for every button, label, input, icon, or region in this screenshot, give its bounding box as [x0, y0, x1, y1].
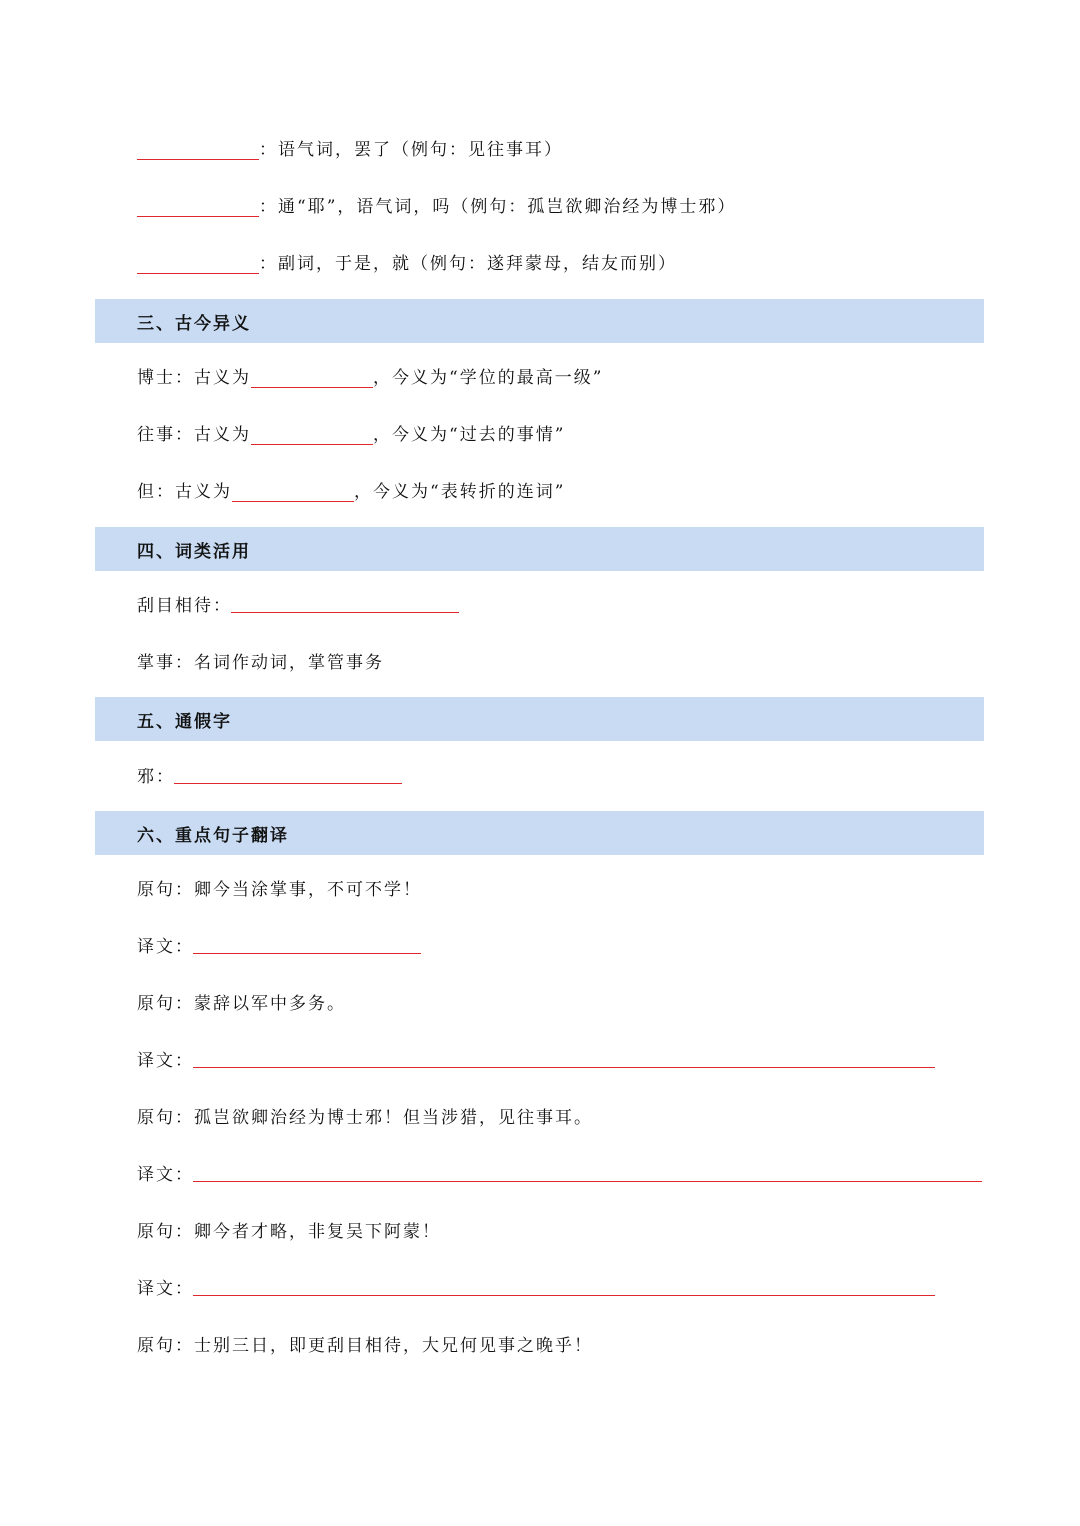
- modern-meaning: ，今义为“学位的最高一级”: [373, 368, 604, 388]
- section-title: 四、词类活用: [137, 542, 251, 562]
- item-label: 往事：古义为: [137, 425, 251, 445]
- tongjia-item-ye: [137, 765, 175, 789]
- item-label: 博士：古义为: [137, 368, 251, 388]
- answer-blank[interactable]: [231, 612, 459, 613]
- definition-text: ：通“耶”，语气词，吗（例句：孤岂欲卿治经为博士邪）: [259, 197, 737, 217]
- section-header-fanyi: [95, 811, 984, 855]
- original-label: 原句：: [137, 880, 194, 900]
- original-sentence: [137, 992, 346, 1016]
- translation-line: [137, 935, 194, 959]
- translation-label: 译文：: [137, 937, 194, 957]
- original-sentence: [137, 1106, 593, 1130]
- original-label: 原句：: [137, 994, 194, 1014]
- section-title: 五、通假字: [137, 712, 232, 732]
- answer-blank[interactable]: [137, 141, 259, 160]
- section-header-cilei: [95, 527, 984, 571]
- gujin-item-boshi: [137, 366, 603, 390]
- definition-text: ：语气词，罢了（例句：见往事耳）: [259, 140, 563, 160]
- section-header-gujin: [95, 299, 984, 343]
- answer-blank[interactable]: [251, 426, 373, 445]
- answer-blank[interactable]: [232, 483, 354, 502]
- original-label: 原句：: [137, 1222, 194, 1242]
- answer-blank[interactable]: [174, 783, 402, 784]
- gujin-item-wangshi: [137, 423, 565, 447]
- original-sentence: [137, 878, 422, 902]
- sentence-text: 孤岂欲卿治经为博士邪！但当涉猎，见往事耳。: [194, 1108, 593, 1128]
- section-header-tongjia: [95, 697, 984, 741]
- item-label: 但：古义为: [137, 482, 232, 502]
- original-sentence: [137, 1334, 593, 1358]
- definition-text: ：副词，于是，就（例句：遂拜蒙母，结友而别）: [259, 254, 677, 274]
- modern-meaning: ，今义为“过去的事情”: [373, 425, 566, 445]
- sentence-text: 卿今者才略，非复吴下阿蒙！: [194, 1222, 441, 1242]
- answer-blank[interactable]: [251, 369, 373, 388]
- translation-blank[interactable]: [193, 1067, 935, 1068]
- fill-item-sui: [137, 252, 677, 276]
- fill-item-ye: [137, 195, 736, 219]
- sentence-text: 蒙辞以军中多务。: [194, 994, 346, 1014]
- translation-label: 译文：: [137, 1165, 194, 1185]
- item-label: 邪：: [137, 767, 175, 787]
- translation-label: 译文：: [137, 1279, 194, 1299]
- translation-line: [137, 1277, 194, 1301]
- item-text: 掌事：名词作动词，掌管事务: [137, 653, 384, 673]
- translation-label: 译文：: [137, 1051, 194, 1071]
- original-label: 原句：: [137, 1108, 194, 1128]
- section-title: 三、古今异义: [137, 314, 251, 334]
- gujin-item-dan: [137, 480, 565, 504]
- answer-blank[interactable]: [137, 198, 259, 217]
- translation-line: [137, 1163, 194, 1187]
- sentence-text: 卿今当涂掌事，不可不学！: [194, 880, 422, 900]
- fill-item-er: [137, 138, 563, 162]
- cilei-item-zhangshi: [137, 651, 384, 675]
- cilei-item-guamu: [137, 594, 232, 618]
- translation-blank[interactable]: [193, 1181, 982, 1182]
- original-label: 原句：: [137, 1336, 194, 1356]
- translation-line: [137, 1049, 194, 1073]
- modern-meaning: ，今义为“表转折的连词”: [354, 482, 566, 502]
- item-label: 刮目相待：: [137, 596, 232, 616]
- original-sentence: [137, 1220, 441, 1244]
- translation-blank[interactable]: [193, 953, 421, 954]
- answer-blank[interactable]: [137, 255, 259, 274]
- sentence-text: 士别三日，即更刮目相待，大兄何见事之晚乎！: [194, 1336, 593, 1356]
- section-title: 六、重点句子翻译: [137, 826, 289, 846]
- translation-blank[interactable]: [193, 1295, 935, 1296]
